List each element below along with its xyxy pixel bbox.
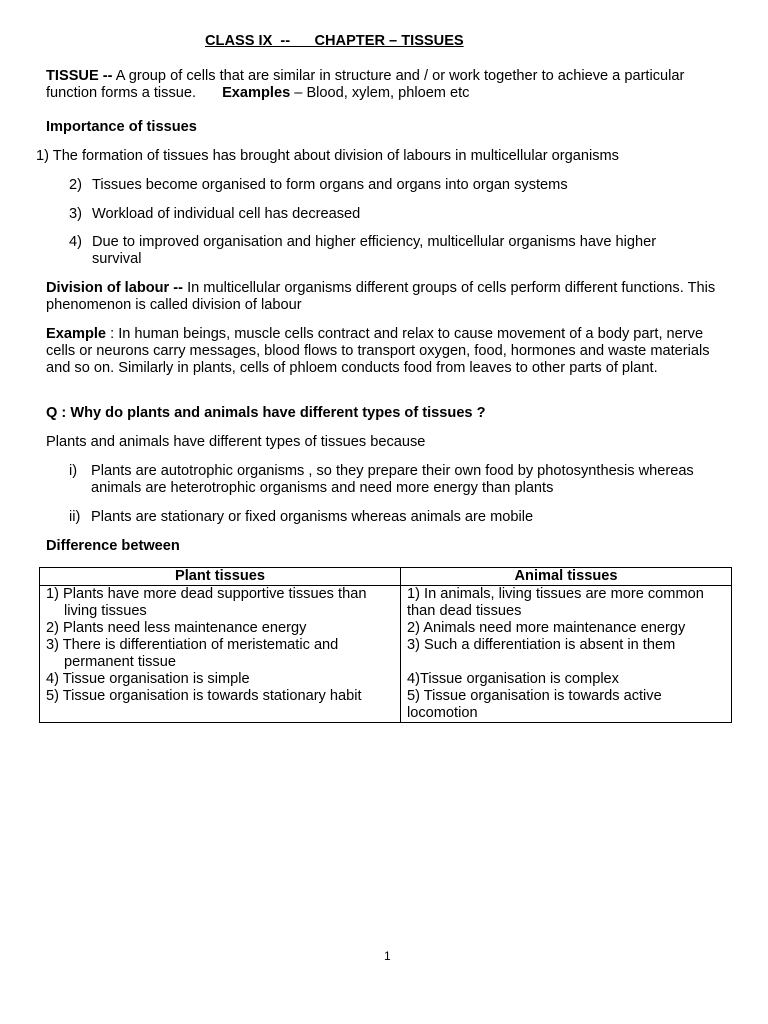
examples-text: – Blood, xylem, phloem etc [290,85,470,101]
question-heading: Q : Why do plants and animals have different types of tissues ? [46,405,486,421]
importance-item-1-num: 1) [36,148,49,164]
tissue-text-2: function forms a tissue. [46,85,197,101]
answer-item-1-num: i) [69,463,78,479]
plant-tissues-cell [40,586,401,723]
tissue-definition [46,68,746,102]
importance-item-4-num: 4) [69,234,82,250]
division-term: Division of labour -- [46,280,184,296]
difference-heading: Difference between [46,538,180,554]
importance-item-2-num: 2) [69,177,82,193]
importance-heading: Importance of tissues [46,119,197,135]
plant-line-6: 4) Tissue organisation is simple [46,671,250,687]
animal-line-4: 3) Such a differentiation is absent in them [407,637,676,653]
table-row [40,586,732,723]
animal-tissues-header: Animal tissues [401,568,732,586]
answer-intro: Plants and animals have different types of tissues because [46,434,426,450]
animal-line-2: than dead tissues [407,603,522,619]
division-text: In multicellular organisms different groups of cells perform different functions. This phenomenon is called division of labour [46,280,716,313]
importance-item-1 [36,148,736,165]
importance-item-1-text: The formation of tissues has brought about division of labours in multicellular organisms [52,148,619,164]
importance-item-3-num: 3) [69,206,82,222]
importance-item-4-text: Due to improved organisation and higher efficiency, multicellular organisms have higher survival [92,234,657,267]
answer-item-2-text: Plants are stationary or fixed organisms whereas animals are mobile [91,509,534,525]
tissue-term: TISSUE -- [46,68,113,84]
examples-label: Examples [222,85,291,101]
animal-line-blank [407,654,725,671]
plant-line-2: living tissues [64,603,147,619]
plant-line-3: 2) Plants need less maintenance energy [46,620,307,636]
division-of-labour [46,280,736,314]
animal-line-7: locomotion [407,705,478,721]
animal-line-1: 1) In animals, living tissues are more common [407,586,704,602]
page-title: CLASS IX -- CHAPTER – TISSUES [205,33,464,49]
importance-item-3-text: Workload of individual cell has decreased [92,206,361,222]
example-text: : In human beings, muscle cells contract and relax to cause movement of a body part, nerve cells or neurons carry messages, blood flows to transport oxygen, food, hormones and waste materials and so on. Similarly in plants, cells of phloem conducts food from leaves to other parts of plant. [46,326,710,376]
importance-item-2-text: Tissues become organised to form organs and organs into organ systems [92,177,568,193]
difference-table [39,567,732,723]
animal-line-6: 5) Tissue organisation is towards active [407,688,662,704]
plant-line-5: permanent tissue [64,654,176,670]
plant-tissues-header: Plant tissues [40,568,401,586]
animal-line-5: 4)Tissue organisation is complex [407,671,619,687]
animal-line-3: 2) Animals need more maintenance energy [407,620,686,636]
animal-tissues-cell [401,586,732,723]
plant-line-4: 3) There is differentiation of meristematic and [46,637,339,653]
plant-line-1: 1) Plants have more dead supportive tissues than [46,586,367,602]
table-header-row [40,568,732,586]
answer-item-1-text: Plants are autotrophic organisms , so they prepare their own food by photosynthesis whereas animals are heterotrophic organisms and need more energy than plants [91,463,694,496]
answer-item-2-num: ii) [69,509,81,525]
example-paragraph [46,326,736,377]
plant-line-7: 5) Tissue organisation is towards stationary habit [46,688,362,704]
page-number: 1 [384,949,391,963]
example-term: Example [46,326,107,342]
tissue-text-1: A group of cells that are similar in structure and / or work together to achieve a particular [112,68,685,84]
